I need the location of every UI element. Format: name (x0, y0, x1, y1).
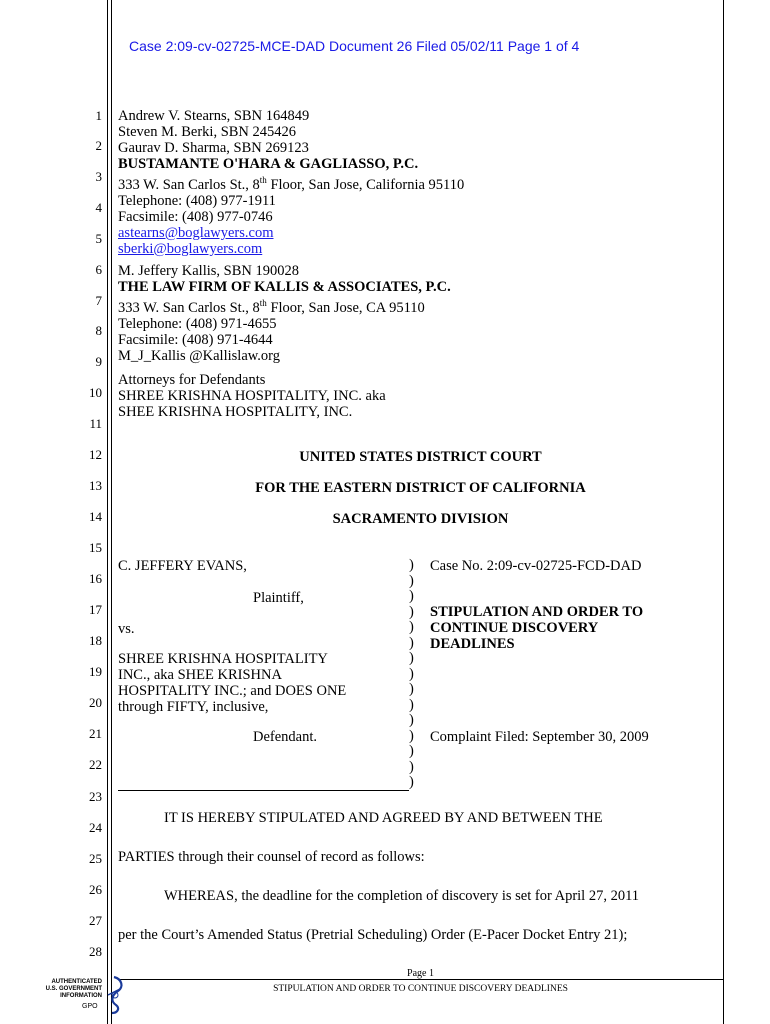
firm-name: THE LAW FIRM OF KALLIS & ASSOCIATES, P.C. (118, 279, 451, 295)
versus: vs. (118, 621, 135, 637)
line-number: 18 (89, 633, 102, 648)
document-title: STIPULATION AND ORDER TO CONTINUE DISCOVERY DEADLINES (430, 604, 644, 652)
line-number: 21 (89, 726, 102, 741)
line-number: 16 (89, 571, 102, 586)
email-link[interactable]: sberki@boglawyers.com (118, 240, 263, 257)
line-number: 17 (89, 602, 102, 617)
footer-title: STIPULATION AND ORDER TO CONTINUE DISCOVERY DEADLINES (273, 984, 568, 994)
complaint-filed: Complaint Filed: September 30, 2009 (430, 729, 649, 745)
line-number: 27 (89, 913, 102, 928)
firm-fax: Facsimile: (408) 971-4644 (118, 331, 273, 348)
plaintiff-label: Plaintiff, (253, 590, 304, 606)
paren-mark: ) (409, 696, 414, 713)
line-number: 5 (95, 231, 102, 246)
body-paragraph-2-line-2: per the Court’s Amended Status (Pretrial Scheduling) Order (E-Pacer Docket Entry 21); (118, 927, 628, 943)
line-number: 11 (89, 416, 102, 431)
line-number: 22 (89, 757, 102, 772)
paren-mark: ) (409, 557, 414, 573)
plaintiff-name: C. JEFFERY EVANS, (118, 558, 247, 574)
paren-mark: ) (409, 603, 414, 620)
paren-mark: ) (409, 588, 414, 604)
line-number: 3 (95, 169, 102, 184)
counsel-block-1 (118, 108, 464, 257)
counsel-block-2 (118, 263, 451, 364)
paren-mark: ) (409, 572, 414, 589)
court-name: UNITED STATES DISTRICT COURT (299, 449, 542, 465)
caption-rule (118, 790, 409, 791)
line-number: 15 (89, 540, 102, 555)
paren-mark: ) (409, 650, 414, 666)
line-number: 20 (89, 695, 102, 710)
left-margin-rule-inner (111, 0, 112, 1024)
gpo-authenticated-seal: AUTHENTICATED U.S. GOVERNMENT INFORMATION GPO (38, 975, 128, 1015)
line-number: 25 (89, 851, 102, 866)
line-number: 23 (89, 789, 102, 804)
line-number: 14 (89, 509, 102, 524)
line-number: 2 (95, 138, 102, 153)
firm-email: M_J_Kallis @Kallislaw.org (118, 347, 280, 364)
body-paragraph-1-line-2: PARTIES through their counsel of record as follows: (118, 849, 425, 865)
line-number: 26 (89, 882, 102, 897)
paren-mark: ) (409, 743, 414, 759)
caption-parentheses (409, 558, 414, 791)
line-number: 8 (95, 323, 102, 338)
line-number: 19 (89, 664, 102, 679)
body-paragraph-2-line-1: WHEREAS, the deadline for the completion of discovery is set for April 27, 2011 (164, 888, 640, 904)
paren-mark: ) (409, 758, 414, 775)
line-number: 7 (95, 293, 102, 308)
page-number: Page 1 (407, 968, 434, 979)
defendant-names: SHREE KRISHNA HOSPITALITY INC., aka SHEE KRISHNA HOSPITALITY INC.; and DOES ONE through FIFTY, inclusive, (118, 651, 347, 715)
line-number: 4 (95, 200, 102, 215)
paren-mark: ) (409, 681, 414, 697)
line-number: 12 (89, 447, 102, 462)
ecf-header: Case 2:09-cv-02725-MCE-DAD Document 26 Filed 05/02/11 Page 1 of 4 (129, 38, 580, 54)
line-number: 9 (95, 354, 102, 369)
defendant-label: Defendant. (253, 729, 318, 745)
attorneys-for: Attorneys for Defendants SHREE KRISHNA HOSPITALITY, INC. aka SHEE KRISHNA HOSPITALITY, INC. (118, 372, 386, 420)
email-link[interactable]: astearns@boglawyers.com (118, 224, 274, 241)
line-number: 1 (95, 108, 102, 123)
paren-mark: ) (409, 665, 414, 682)
line-number: 10 (89, 385, 102, 400)
firm-name: BUSTAMANTE O'HARA & GAGLIASSO, P.C. (118, 156, 419, 172)
firm-fax: Facsimile: (408) 977-0746 (118, 208, 273, 225)
counsel-line: Steven M. Berki, SBN 245426 (118, 124, 297, 140)
paren-mark: ) (409, 619, 414, 635)
body-paragraph-1-line-1: IT IS HEREBY STIPULATED AND AGREED BY AND BETWEEN THE (164, 810, 603, 826)
left-margin-rule-outer (107, 0, 108, 1024)
line-number: 6 (95, 262, 102, 277)
firm-address: 333 W. San Carlos St., 8th Floor, San Jose, CA 95110 (118, 298, 425, 316)
line-number: 13 (89, 478, 102, 493)
footer-rule (118, 979, 723, 980)
court-division: SACRAMENTO DIVISION (332, 511, 509, 527)
right-margin-rule (723, 0, 724, 1024)
firm-phone: Telephone: (408) 971-4655 (118, 315, 277, 332)
eagle-seal-icon (104, 975, 128, 1015)
paren-mark: ) (409, 634, 414, 651)
counsel-line: M. Jeffery Kallis, SBN 190028 (118, 263, 299, 279)
paren-mark: ) (409, 712, 414, 728)
counsel-line: Andrew V. Stearns, SBN 164849 (118, 108, 310, 124)
court-district: FOR THE EASTERN DISTRICT OF CALIFORNIA (255, 480, 586, 496)
case-number: Case No. 2:09-cv-02725-FCD-DAD (430, 558, 642, 574)
firm-phone: Telephone: (408) 977-1911 (118, 192, 276, 209)
line-number: 28 (89, 944, 102, 959)
paren-mark: ) (409, 774, 414, 790)
line-number: 24 (89, 820, 102, 835)
paren-mark: ) (409, 727, 414, 744)
counsel-line: Gaurav D. Sharma, SBN 269123 (118, 140, 309, 156)
firm-address: 333 W. San Carlos St., 8th Floor, San Jose, California 95110 (118, 175, 465, 193)
